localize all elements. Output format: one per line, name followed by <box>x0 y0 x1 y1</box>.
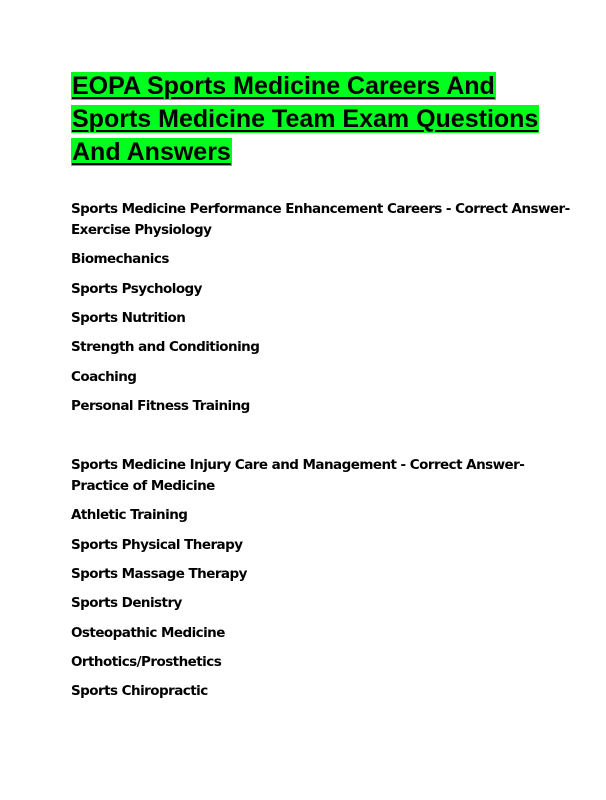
section-2-item: Athletic Training <box>71 507 188 523</box>
document-title-highlight: EOPA Sports Medicine Careers And Sports Medicine Team Exam Questions And Answers <box>72 72 539 166</box>
section-1-item: Sports Psychology <box>71 281 202 297</box>
section-2-item: Sports Physical Therapy <box>71 537 243 553</box>
section-1-item: Strength and Conditioning <box>71 339 260 355</box>
section-2-item: Sports Massage Therapy <box>71 566 247 582</box>
section-2-item: Sports Denistry <box>71 595 182 611</box>
section-2-question-line-2: Practice of Medicine <box>71 478 215 494</box>
section-1-item: Personal Fitness Training <box>71 398 250 414</box>
section-2-item: Orthotics/Prosthetics <box>71 654 222 670</box>
section-1-item: Sports Nutrition <box>71 310 186 326</box>
section-1-item: Biomechanics <box>71 251 169 267</box>
section-2-item: Osteopathic Medicine <box>71 625 225 641</box>
section-1-question-line-2: Exercise Physiology <box>71 222 212 238</box>
section-1-item: Coaching <box>71 369 137 385</box>
section-1-question-line-1: Sports Medicine Performance Enhancement Careers - Correct Answer- <box>71 201 570 217</box>
section-2-question-line-1: Sports Medicine Injury Care and Management - Correct Answer- <box>71 457 525 473</box>
document-title <box>71 70 541 169</box>
section-2-item: Sports Chiropractic <box>71 683 208 699</box>
